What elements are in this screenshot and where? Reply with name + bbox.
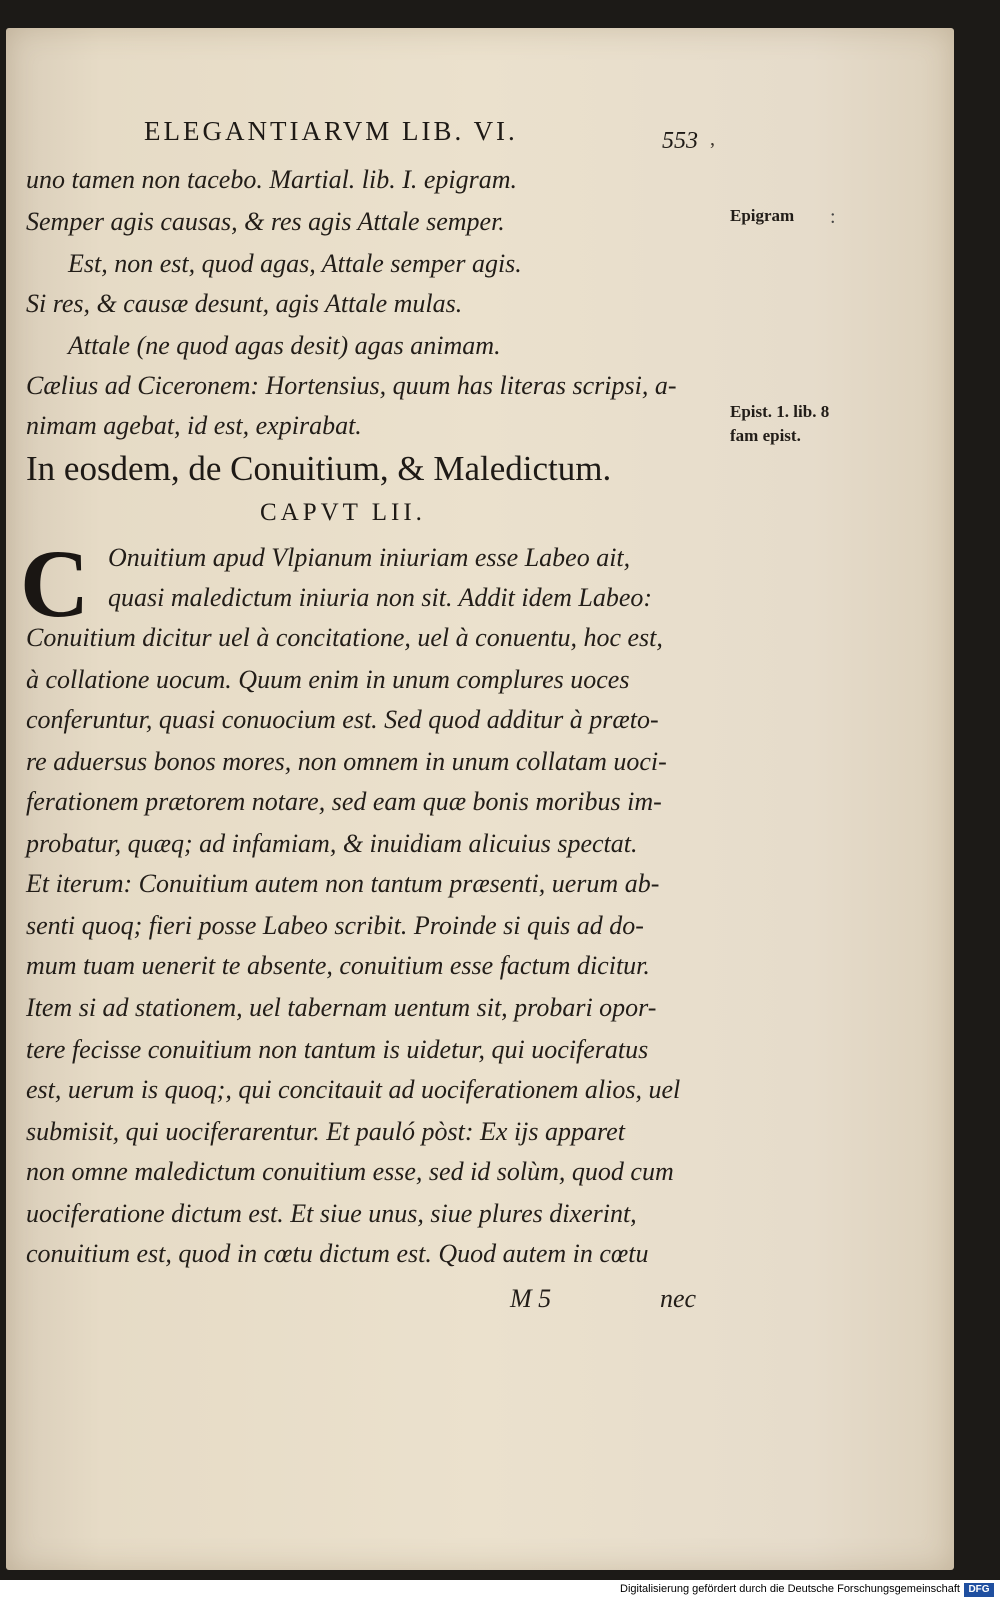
- text-line: uociferatione dictum est. Et siue unus, siue plures dixerint,: [26, 1199, 637, 1228]
- text-line: Cælius ad Ciceronem: Hortensius, quum has literas scripsi, a-: [26, 371, 677, 400]
- text-line: conuitium est, quod in cœtu dictum est. Quod autem in cœtu: [26, 1239, 649, 1268]
- text-line: mum tuam uenerit te absente, conuitium esse factum dicitur.: [26, 951, 650, 980]
- drop-cap-initial: C: [20, 530, 90, 637]
- text-line: tere fecisse conuitium non tantum is uidetur, qui uociferatus: [26, 1035, 649, 1064]
- chapter-number: CAPVT LII.: [260, 499, 426, 526]
- text-line: conferuntur, quasi conuocium est. Sed quod additur à præto-: [26, 705, 659, 734]
- text-line: Onuitium apud Vlpianum iniuriam esse Labeo ait,: [108, 543, 631, 572]
- margin-note-epigram: Epigram: [730, 206, 795, 225]
- text-line: ferationem prætorem notare, sed eam quæ bonis moribus im-: [26, 787, 662, 816]
- verse-line: Est, non est, quod agas, Attale semper agis.: [68, 249, 522, 278]
- catchword: nec: [660, 1284, 697, 1313]
- page-number: 553: [662, 128, 698, 154]
- section-heading: In eosdem, de Conuitium, & Maledictum.: [26, 449, 612, 488]
- text-line: nimam agebat, id est, expirabat.: [26, 411, 362, 440]
- text-line: non omne maledictum conuitium esse, sed id solùm, quod cum: [26, 1157, 674, 1186]
- dfg-logo: DFG: [964, 1583, 994, 1597]
- text-line: quasi maledictum iniuria non sit. Addit idem Labeo:: [108, 583, 653, 612]
- text-line: Item si ad stationem, uel tabernam uentum sit, probari opor-: [26, 993, 657, 1022]
- running-head: ELEGANTIARVM LIB. VI.: [144, 116, 518, 146]
- margin-note-epist: Epist. 1. lib. 8: [730, 402, 830, 421]
- signature-mark: M 5: [510, 1284, 552, 1313]
- text-line: re aduersus bonos mores, non omnem in unum collatam uoci-: [26, 747, 667, 776]
- verse-line: Attale (ne quod agas desit) agas animam.: [68, 331, 501, 360]
- text-line: senti quoq; fieri posse Labeo scribit. Proinde si quis ad do-: [26, 911, 644, 940]
- page-number-mark: ,: [710, 128, 715, 150]
- text-line: probatur, quæq; ad infamiam, & inuidiam alicuius spectat.: [26, 829, 638, 858]
- margin-note-epist-2: fam epist.: [730, 426, 801, 445]
- margin-mark: :: [830, 206, 836, 228]
- text-line: Et iterum: Conuitium autem non tantum præsenti, uerum ab-: [26, 869, 660, 898]
- footer-credit: Digitalisierung gefördert durch die Deutsche Forschungsgemeinschaft: [620, 1583, 960, 1595]
- text-line: Conuitium dicitur uel à concitatione, uel à conuentu, hoc est,: [26, 623, 663, 652]
- text-line: submisit, qui uociferarentur. Et pauló pòst: Ex ijs apparet: [26, 1117, 625, 1146]
- text-line: à collatione uocum. Quum enim in unum complures uoces: [26, 665, 630, 694]
- footer-strip: [0, 1580, 1000, 1602]
- text-line: est, uerum is quoq;, qui concitauit ad uociferationem alios, uel: [26, 1075, 681, 1104]
- verse-line: Si res, & causæ desunt, agis Attale mulas.: [26, 289, 463, 318]
- verse-line: Semper agis causas, & res agis Attale semper.: [26, 207, 505, 236]
- text-line: uno tamen non tacebo. Martial. lib. I. epigram.: [26, 165, 518, 194]
